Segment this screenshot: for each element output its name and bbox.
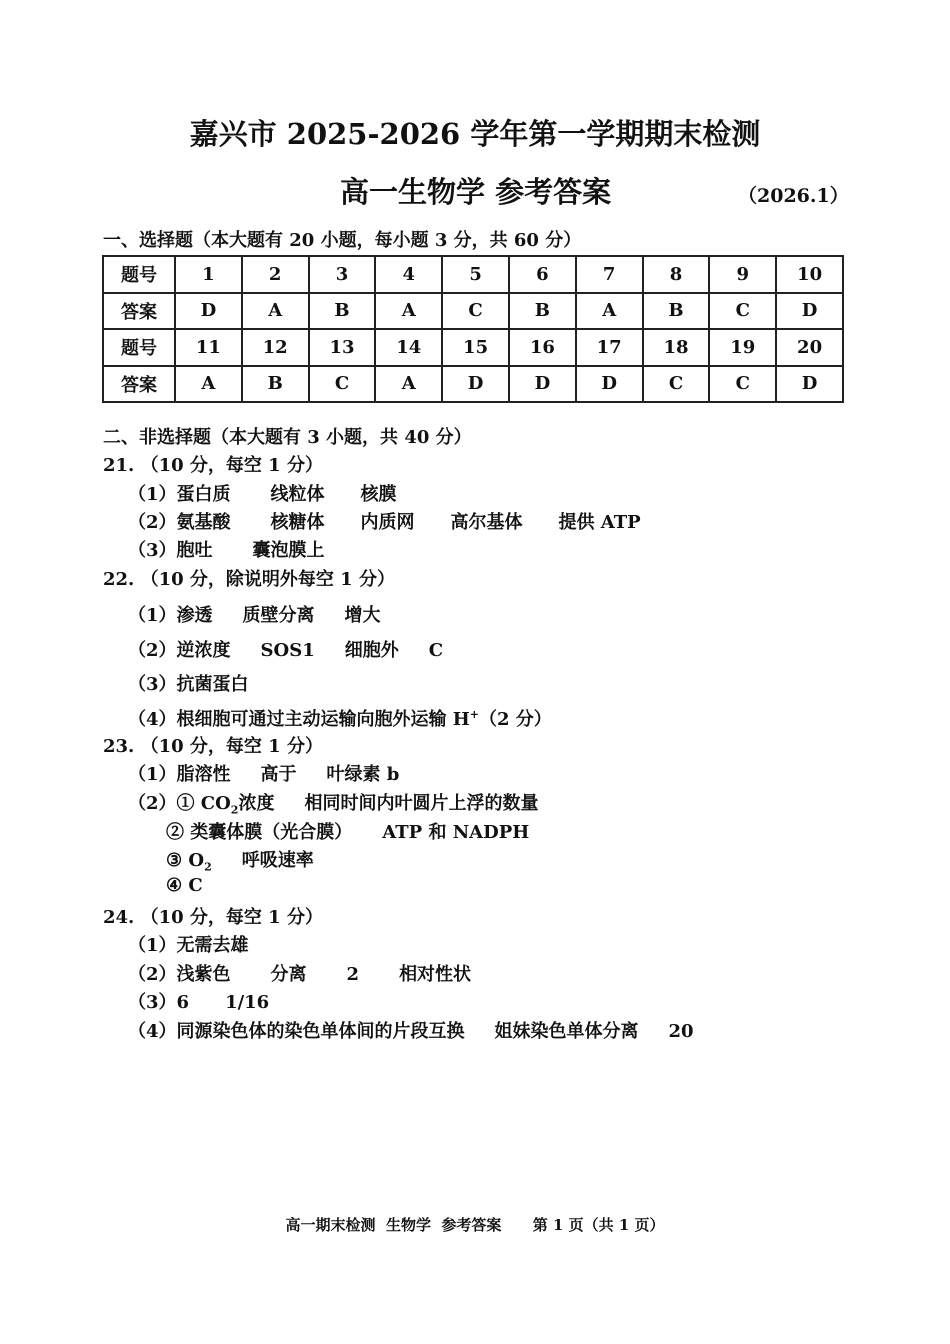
table-cell: 16	[509, 329, 576, 366]
q22-line-3: （3）抗菌蛋白	[128, 674, 249, 695]
q24-heading: 24. （10 分，每空 1 分）	[103, 907, 323, 928]
answer-text: （2）浅紫色	[128, 964, 231, 985]
q24-line-1: （1）无需去雄	[128, 935, 249, 956]
answer-text: 增大	[344, 605, 381, 626]
table-cell: C	[709, 293, 776, 330]
q23-line-1	[128, 760, 399, 786]
answer-text: 1/16	[225, 992, 270, 1013]
q23-heading: 23. （10 分，每空 1 分）	[103, 736, 323, 757]
table-cell: D	[509, 366, 576, 403]
table-cell: 5	[442, 256, 509, 293]
q23-line-4	[166, 846, 314, 874]
answer-text: （3）胞吐	[128, 540, 213, 561]
table-cell: 9	[709, 256, 776, 293]
q21-line-1	[128, 480, 397, 506]
table-cell: 11	[175, 329, 242, 366]
table-cell: C	[309, 366, 376, 403]
table-cell: 19	[709, 329, 776, 366]
table-cell: 18	[643, 329, 710, 366]
table-header-cell: 题号	[103, 256, 175, 293]
q24-line-2	[128, 960, 471, 986]
table-cell: A	[242, 293, 309, 330]
table-cell: B	[309, 293, 376, 330]
page-subtitle: 高一生物学 参考答案	[340, 175, 612, 209]
answer-text: 细胞外	[344, 640, 399, 661]
page-title: 嘉兴市 2025-2026 学年第一学期期末检测	[189, 117, 761, 151]
table-header-cell: 答案	[103, 293, 175, 330]
superscript: +	[469, 708, 480, 721]
answer-text: （2）氨基酸	[128, 512, 231, 533]
table-cell: D	[776, 293, 843, 330]
table-header-cell: 题号	[103, 329, 175, 366]
answer-text: 叶绿素 b	[326, 764, 400, 785]
q21-line-3	[128, 536, 325, 562]
q22-line-4	[128, 705, 552, 731]
table-cell: C	[643, 366, 710, 403]
table-cell: 17	[576, 329, 643, 366]
table-cell: 1	[175, 256, 242, 293]
table-cell: 4	[375, 256, 442, 293]
q22-line-2	[128, 636, 443, 662]
table-row	[103, 329, 843, 366]
table-cell: C	[442, 293, 509, 330]
table-row	[103, 256, 843, 293]
table-cell: D	[175, 293, 242, 330]
table-cell: 15	[442, 329, 509, 366]
q21-heading: 21. （10 分，每空 1 分）	[103, 455, 323, 476]
subscript: 2	[204, 860, 212, 874]
q24-line-3	[128, 988, 269, 1014]
table-cell: B	[643, 293, 710, 330]
answer-text: C	[428, 640, 444, 661]
answer-text: （2）① CO	[128, 793, 231, 814]
answer-text: 核糖体	[270, 512, 325, 533]
table-cell: D	[576, 366, 643, 403]
table-cell: 20	[776, 329, 843, 366]
answer-table	[102, 255, 844, 403]
answer-text: （2 分）	[479, 709, 552, 730]
table-row	[103, 293, 843, 330]
answer-text: 2	[346, 964, 360, 985]
table-cell: B	[242, 366, 309, 403]
q22-line-1	[128, 601, 381, 627]
table-cell: 10	[776, 256, 843, 293]
page-footer: 高一期末检测 生物学 参考答案 第 1 页（共 1 页）	[285, 1216, 665, 1234]
table-cell: 3	[309, 256, 376, 293]
answer-text: ② 类囊体膜（光合膜）	[166, 822, 353, 843]
answer-text: ATP 和 NADPH	[382, 822, 530, 843]
answer-text: 线粒体	[270, 484, 325, 505]
answer-text: 20	[668, 1021, 694, 1042]
table-cell: A	[375, 293, 442, 330]
answer-text: （1）蛋白质	[128, 484, 231, 505]
table-cell: C	[709, 366, 776, 403]
answer-text: 提供 ATP	[558, 512, 641, 533]
table-cell: 8	[643, 256, 710, 293]
answer-text: （3）6	[128, 992, 190, 1013]
answer-text: ③ O	[166, 850, 205, 871]
answer-text: 相同时间内叶圆片上浮的数量	[304, 793, 539, 814]
table-header-cell: 答案	[103, 366, 175, 403]
answer-text: 浓度	[238, 793, 275, 814]
answer-text: 呼吸速率	[241, 850, 314, 871]
answer-text: （1）渗透	[128, 605, 213, 626]
exam-date: （2026.1）	[738, 185, 849, 207]
section2-heading: 二、非选择题（本大题有 3 小题，共 40 分）	[103, 427, 472, 448]
answer-text: 姐妹染色单体分离	[494, 1021, 639, 1042]
answer-text: 高于	[260, 764, 297, 785]
answer-text: SOS1	[260, 640, 315, 661]
table-cell: D	[776, 366, 843, 403]
table-cell: 13	[309, 329, 376, 366]
table-cell: A	[375, 366, 442, 403]
answer-text: 囊泡膜上	[252, 540, 325, 561]
section1-heading: 一、选择题（本大题有 20 小题，每小题 3 分，共 60 分）	[103, 230, 582, 251]
q23-line-2	[128, 789, 538, 817]
q21-line-2	[128, 508, 641, 534]
answer-text: （4）根细胞可通过主动运输向胞外运输 H	[128, 709, 470, 730]
answer-text: 相对性状	[399, 964, 472, 985]
q23-line-3	[166, 818, 529, 844]
q24-line-4	[128, 1017, 694, 1043]
table-cell: B	[509, 293, 576, 330]
table-cell: 14	[375, 329, 442, 366]
table-cell: A	[175, 366, 242, 403]
answer-text: （2）逆浓度	[128, 640, 231, 661]
table-cell: 6	[509, 256, 576, 293]
answer-text: 内质网	[360, 512, 415, 533]
table-cell: A	[576, 293, 643, 330]
answer-text: 高尔基体	[450, 512, 523, 533]
answer-text: （4）同源染色体的染色单体间的片段互换	[128, 1021, 465, 1042]
table-cell: 2	[242, 256, 309, 293]
table-cell: 12	[242, 329, 309, 366]
table-row	[103, 366, 843, 403]
q23-line-5: ④ C	[166, 875, 203, 896]
answer-text: 核膜	[360, 484, 397, 505]
q22-heading: 22. （10 分，除说明外每空 1 分）	[103, 569, 395, 590]
table-cell: D	[442, 366, 509, 403]
answer-text: 分离	[270, 964, 307, 985]
answer-text: （1）脂溶性	[128, 764, 231, 785]
subscript: 2	[230, 803, 239, 817]
table-cell: 7	[576, 256, 643, 293]
answer-text: 质壁分离	[242, 605, 315, 626]
